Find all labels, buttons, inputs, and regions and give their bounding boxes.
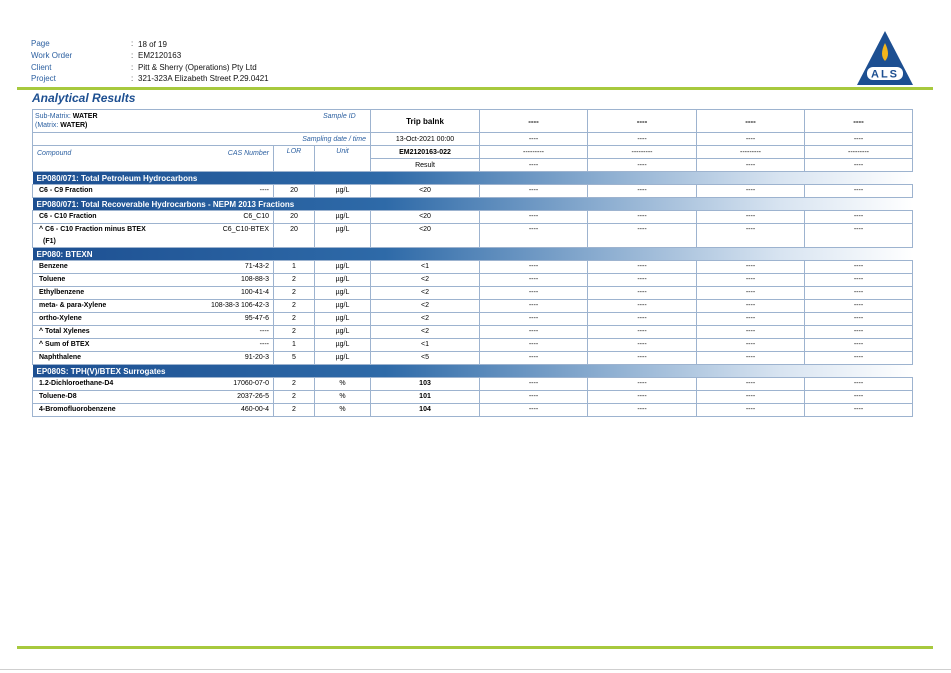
client-value: Pitt & Sherry (Operations) Pty Ltd	[138, 63, 257, 72]
result-value: <2	[371, 287, 480, 300]
result-value: <2	[371, 313, 480, 326]
section-header	[33, 172, 913, 185]
lab-id: ---------	[697, 146, 805, 159]
lor-value: 20	[274, 185, 315, 198]
result-value: ----	[805, 261, 913, 274]
result-value: ----	[588, 287, 697, 300]
als-logo	[855, 29, 915, 87]
section-header	[33, 365, 913, 378]
result-value: ----	[588, 274, 697, 287]
result-value: ----	[480, 404, 588, 417]
result-value: ----	[805, 287, 913, 300]
result-value: ----	[805, 300, 913, 313]
cas-number: ----	[259, 341, 269, 348]
result-value: <2	[371, 274, 480, 287]
result-value: ----	[805, 378, 913, 391]
lor-value: 5	[274, 352, 315, 365]
result-value: ----	[697, 287, 805, 300]
compound-name: Naphthalene	[39, 354, 82, 361]
result-value: <2	[371, 326, 480, 339]
lor-header: LOR	[274, 146, 315, 172]
unit-value: µg/L	[315, 287, 371, 300]
unit-value: %	[315, 404, 371, 417]
sample-id: ----	[480, 110, 588, 133]
cas-number: 108-88-3	[240, 276, 269, 283]
lor-value: 2	[274, 313, 315, 326]
cas-number: 108-38-3 106-42-3	[211, 302, 269, 309]
cas-number: 71-43-2	[244, 263, 269, 270]
result-value: <1	[371, 261, 480, 274]
cas-number: 100-41-4	[240, 289, 269, 296]
result-value: 101	[371, 391, 480, 404]
result-value: ----	[588, 352, 697, 365]
cas-number: 91-20-3	[244, 354, 269, 361]
result-value: ----	[697, 352, 805, 365]
table-row	[33, 352, 913, 365]
page-value: 18 of 19	[138, 40, 167, 49]
cas-number: 460-00-4	[240, 406, 269, 413]
result-value: ----	[805, 274, 913, 287]
unit-value: %	[315, 378, 371, 391]
colon: :	[131, 63, 134, 72]
cas-number: C6_C10-BTEX	[222, 226, 269, 233]
table-row	[33, 261, 913, 274]
result-value: ----	[697, 326, 805, 339]
sample-id: ----	[805, 110, 913, 133]
cas-number: C6_C10	[243, 213, 269, 220]
compound-name: 1.2-Dichloroethane-D4	[39, 380, 114, 387]
result-value: ----	[697, 224, 805, 248]
unit-value: µg/L	[315, 313, 371, 326]
lor-value: 2	[274, 404, 315, 417]
compound-name: Benzene	[39, 263, 68, 270]
table-row	[33, 339, 913, 352]
unit-value: µg/L	[315, 211, 371, 224]
table-row	[33, 211, 913, 224]
result-value: ----	[805, 404, 913, 417]
unit-value: µg/L	[315, 326, 371, 339]
result-value: <20	[371, 224, 480, 248]
sample-id: ----	[588, 110, 697, 133]
lor-value: 2	[274, 300, 315, 313]
sampling-label: Sampling date / time	[33, 133, 371, 146]
result-value: ----	[697, 185, 805, 198]
result-value: ----	[588, 339, 697, 352]
sampling-date: ----	[480, 133, 588, 146]
table-row	[33, 391, 913, 404]
table-row	[33, 326, 913, 339]
logo-text: ALS	[871, 68, 899, 81]
cas-header: CAS Number	[227, 150, 269, 157]
compound-name: ^ Total Xylenes	[39, 328, 90, 335]
result-value: ----	[697, 211, 805, 224]
result-label: ----	[805, 159, 913, 172]
result-value: ----	[697, 274, 805, 287]
colon: :	[131, 74, 134, 83]
unit-value: µg/L	[315, 300, 371, 313]
result-value: ----	[480, 326, 588, 339]
compound-name: C6 - C10 Fraction	[39, 213, 97, 220]
sub-matrix-label: Sub-Matrix:	[35, 113, 71, 120]
result-value: ----	[805, 313, 913, 326]
page-title: Analytical Results	[32, 91, 136, 105]
result-value: <1	[371, 339, 480, 352]
sampling-date: 13-Oct-2021 00:00	[371, 133, 480, 146]
result-value: <20	[371, 185, 480, 198]
lor-value: 2	[274, 287, 315, 300]
result-label: Result	[371, 159, 480, 172]
section-header	[33, 248, 913, 261]
result-value: ----	[588, 211, 697, 224]
compound-name: Ethylbenzene	[39, 289, 85, 296]
matrix-label: (Matrix:	[35, 122, 59, 129]
lor-value: 2	[274, 378, 315, 391]
sampling-date: ----	[588, 133, 697, 146]
matrix-info	[35, 112, 98, 130]
unit-header: Unit	[315, 146, 371, 172]
result-value: ----	[697, 313, 805, 326]
sample-id-label: Sample ID	[323, 113, 356, 120]
result-label: ----	[480, 159, 588, 172]
unit-value: µg/L	[315, 352, 371, 365]
result-value: ----	[480, 378, 588, 391]
result-value: <2	[371, 300, 480, 313]
result-value: ----	[805, 185, 913, 198]
section-title: EP080S: TPH(V)/BTEX Surrogates	[33, 365, 913, 378]
cas-number: 17060-07-0	[233, 380, 269, 387]
sub-matrix-value: WATER	[72, 113, 98, 120]
compound-header: Compound	[37, 150, 72, 157]
unit-value: µg/L	[315, 185, 371, 198]
result-value: ----	[480, 300, 588, 313]
table-row	[33, 300, 913, 313]
lor-value: 1	[274, 339, 315, 352]
compound-name: Toluene	[39, 276, 66, 283]
result-value: ----	[480, 339, 588, 352]
column-header-row	[33, 146, 913, 159]
result-value: ----	[588, 261, 697, 274]
table-row	[33, 313, 913, 326]
result-value: ----	[480, 274, 588, 287]
result-label: ----	[697, 159, 805, 172]
result-value: 104	[371, 404, 480, 417]
result-value: ----	[480, 391, 588, 404]
cas-number: ----	[259, 187, 269, 194]
result-value: ----	[480, 224, 588, 248]
compound-name: meta- & para-Xylene	[39, 302, 107, 309]
work-order-value: EM2120163	[138, 51, 182, 60]
client-label: Client	[31, 63, 52, 72]
compound-name: ^ Sum of BTEX	[39, 341, 90, 348]
unit-value: µg/L	[315, 224, 371, 248]
lab-id: ---------	[805, 146, 913, 159]
result-value: ----	[805, 211, 913, 224]
results-table	[32, 109, 913, 417]
compound-name: ortho-Xylene	[39, 315, 82, 322]
result-value: ----	[480, 261, 588, 274]
lor-value: 2	[274, 274, 315, 287]
result-value: ----	[588, 224, 697, 248]
result-value: ----	[697, 378, 805, 391]
cas-number: 2037-26-5	[237, 393, 269, 400]
colon: :	[131, 39, 134, 48]
result-value: ----	[480, 287, 588, 300]
sampling-date: ----	[697, 133, 805, 146]
lab-id: EM2120163-022	[371, 146, 480, 159]
project-label: Project	[31, 74, 56, 83]
table-row	[33, 185, 913, 198]
result-value: ----	[588, 300, 697, 313]
unit-value: µg/L	[315, 339, 371, 352]
section-title: EP080/071: Total Petroleum Hydrocarbons	[33, 172, 913, 185]
lor-value: 2	[274, 326, 315, 339]
compound-name: 4-Bromofluorobenzene	[39, 406, 116, 413]
result-value: ----	[480, 352, 588, 365]
result-value: ----	[805, 352, 913, 365]
lab-id: ---------	[588, 146, 697, 159]
sample-id-row	[33, 110, 913, 133]
unit-value: µg/L	[315, 261, 371, 274]
result-value: <5	[371, 352, 480, 365]
result-value: ----	[805, 224, 913, 248]
result-label: ----	[588, 159, 697, 172]
result-value: ----	[697, 391, 805, 404]
cas-number: 95-47-6	[244, 315, 269, 322]
footer-line	[0, 669, 951, 670]
section-header	[33, 198, 913, 211]
result-value: ----	[805, 326, 913, 339]
section-title: EP080: BTEXN	[33, 248, 913, 261]
table-row	[33, 274, 913, 287]
unit-value: µg/L	[315, 274, 371, 287]
result-value: ----	[480, 211, 588, 224]
table-row	[33, 378, 913, 391]
result-value: <20	[371, 211, 480, 224]
result-value: ----	[588, 378, 697, 391]
result-value: ----	[805, 391, 913, 404]
result-value: ----	[588, 313, 697, 326]
lab-id: ---------	[480, 146, 588, 159]
result-value: ----	[588, 391, 697, 404]
cas-number: ----	[259, 328, 269, 335]
result-value: ----	[588, 404, 697, 417]
lor-value: 1	[274, 261, 315, 274]
result-value: ----	[697, 339, 805, 352]
section-title: EP080/071: Total Recoverable Hydrocarbons - NEPM 2013 Fractions	[33, 198, 913, 211]
result-value: ----	[588, 326, 697, 339]
lor-value: 2	[274, 391, 315, 404]
table-row	[33, 224, 913, 248]
result-value: ----	[805, 339, 913, 352]
sampling-date-row	[33, 133, 913, 146]
unit-value: %	[315, 391, 371, 404]
compound-name: C6 - C9 Fraction	[39, 187, 93, 194]
lor-value: 20	[274, 224, 315, 248]
sample-id: ----	[697, 110, 805, 133]
result-value: ----	[697, 300, 805, 313]
table-row	[33, 287, 913, 300]
compound-name: ^ C6 - C10 Fraction minus BTEX	[39, 226, 146, 233]
sample-id: Trip balnk	[371, 110, 480, 133]
page-label: Page	[31, 39, 50, 48]
header-divider	[17, 87, 933, 90]
matrix-value: WATER)	[60, 122, 88, 129]
result-value: ----	[588, 185, 697, 198]
compound-name-cont: (F1)	[43, 238, 56, 245]
result-value: ----	[697, 404, 805, 417]
compound-name: Toluene-D8	[39, 393, 77, 400]
project-value: 321-323A Elizabeth Street P.29.0421	[138, 74, 269, 83]
lor-value: 20	[274, 211, 315, 224]
footer-divider	[17, 646, 933, 649]
work-order-label: Work Order	[31, 51, 73, 60]
result-value: ----	[697, 261, 805, 274]
result-value: ----	[480, 313, 588, 326]
sampling-date: ----	[805, 133, 913, 146]
table-row	[33, 404, 913, 417]
result-value: ----	[480, 185, 588, 198]
result-value: 103	[371, 378, 480, 391]
colon: :	[131, 51, 134, 60]
